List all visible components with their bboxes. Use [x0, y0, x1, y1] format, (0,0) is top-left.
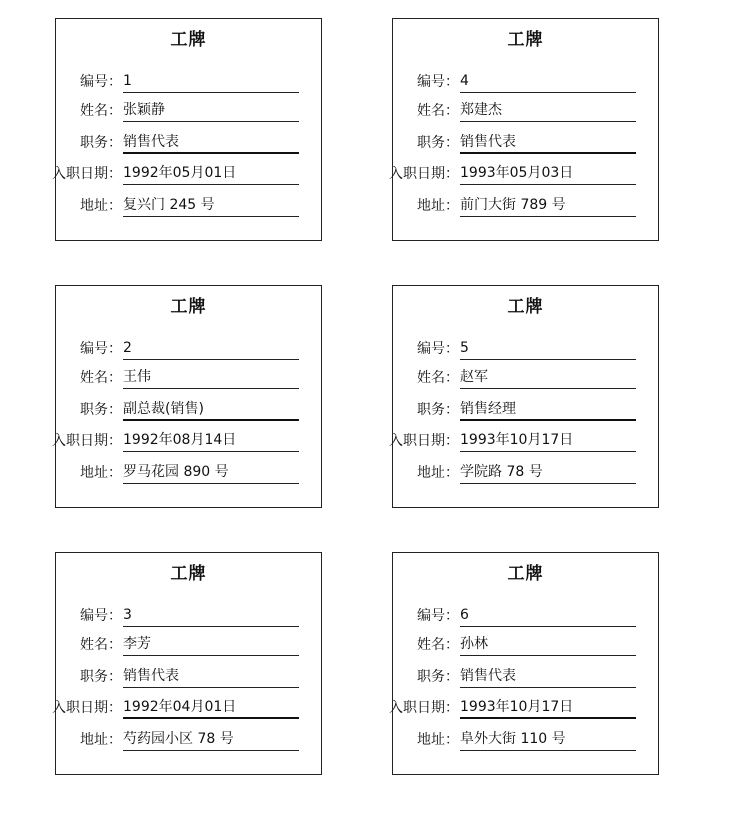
badge-card — [52, 285, 322, 508]
field-value-address: 前门大街 789 号 — [460, 196, 636, 217]
field-value-hire-date: 1992年05月01日 — [123, 164, 299, 185]
field-value-hire-date: 1993年05月03日 — [460, 164, 636, 185]
field-label-position: 职务： — [80, 402, 122, 418]
field-row-position — [56, 132, 323, 154]
badge-card — [52, 552, 322, 775]
field-value-name: 王伟 — [123, 368, 299, 389]
field-label-name: 姓名： — [80, 103, 122, 119]
field-value-name: 郑建杰 — [460, 101, 636, 122]
field-row-id — [56, 71, 323, 93]
field-row-hire-date — [52, 697, 323, 719]
field-value-hire-date: 1992年08月14日 — [123, 431, 299, 452]
field-label-address: 地址： — [417, 465, 459, 481]
field-label-address: 地址： — [417, 732, 459, 748]
field-row-address — [56, 195, 323, 217]
field-label-position: 职务： — [80, 669, 122, 685]
field-value-id: 5 — [460, 339, 636, 360]
field-row-address — [56, 729, 323, 751]
field-value-address: 阜外大街 110 号 — [460, 730, 636, 751]
field-label-hire-date: 入职日期： — [389, 433, 459, 449]
field-row-hire-date — [389, 163, 660, 185]
field-label-id: 编号： — [80, 74, 122, 90]
field-value-address: 罗马花园 890 号 — [123, 463, 299, 484]
badge-title: 工牌 — [170, 297, 207, 317]
field-label-hire-date: 入职日期： — [52, 166, 122, 182]
field-row-id — [393, 71, 660, 93]
field-label-address: 地址： — [417, 198, 459, 214]
field-value-name: 孙林 — [460, 635, 636, 656]
field-row-id — [56, 605, 323, 627]
field-row-name — [393, 100, 660, 122]
field-label-hire-date: 入职日期： — [389, 700, 459, 716]
field-row-name — [393, 367, 660, 389]
field-value-name: 李芳 — [123, 635, 299, 656]
field-label-name: 姓名： — [417, 103, 459, 119]
field-value-id: 4 — [460, 72, 636, 93]
field-row-hire-date — [52, 430, 323, 452]
field-row-address — [56, 462, 323, 484]
field-value-position: 副总裁(销售) — [123, 400, 299, 421]
field-row-address — [393, 462, 660, 484]
field-label-id: 编号： — [80, 608, 122, 624]
field-label-id: 编号： — [80, 341, 122, 357]
field-value-hire-date: 1993年10月17日 — [460, 698, 636, 719]
badge-title: 工牌 — [507, 30, 544, 50]
badge-card — [52, 18, 322, 241]
field-value-position: 销售代表 — [460, 667, 636, 688]
field-value-position: 销售代表 — [123, 667, 299, 688]
field-value-address: 学院路 78 号 — [460, 463, 636, 484]
field-label-id: 编号： — [417, 341, 459, 357]
badge-title: 工牌 — [170, 564, 207, 584]
field-value-address: 复兴门 245 号 — [123, 196, 299, 217]
field-value-hire-date: 1993年10月17日 — [460, 431, 636, 452]
field-value-hire-date: 1992年04月01日 — [123, 698, 299, 719]
badge-title: 工牌 — [170, 30, 207, 50]
field-value-id: 3 — [123, 606, 299, 627]
field-value-name: 张颖静 — [123, 101, 299, 122]
badge-title: 工牌 — [507, 297, 544, 317]
field-label-name: 姓名： — [80, 637, 122, 653]
field-row-position — [56, 399, 323, 421]
field-label-hire-date: 入职日期： — [52, 700, 122, 716]
field-row-id — [56, 338, 323, 360]
field-label-address: 地址： — [80, 465, 122, 481]
field-label-name: 姓名： — [417, 637, 459, 653]
field-row-name — [56, 100, 323, 122]
field-row-position — [393, 399, 660, 421]
field-value-id: 2 — [123, 339, 299, 360]
field-row-id — [393, 605, 660, 627]
field-row-name — [56, 634, 323, 656]
badge-card — [389, 18, 659, 241]
field-label-address: 地址： — [80, 732, 122, 748]
field-row-position — [56, 666, 323, 688]
field-label-hire-date: 入职日期： — [389, 166, 459, 182]
badge-title: 工牌 — [507, 564, 544, 584]
field-row-position — [393, 132, 660, 154]
field-row-hire-date — [52, 163, 323, 185]
field-label-name: 姓名： — [80, 370, 122, 386]
field-label-name: 姓名： — [417, 370, 459, 386]
field-value-name: 赵军 — [460, 368, 636, 389]
field-value-position: 销售代表 — [460, 133, 636, 154]
field-label-id: 编号： — [417, 74, 459, 90]
field-row-hire-date — [389, 430, 660, 452]
field-value-position: 销售经理 — [460, 400, 636, 421]
field-label-position: 职务： — [80, 135, 122, 151]
field-value-id: 6 — [460, 606, 636, 627]
field-label-hire-date: 入职日期： — [52, 433, 122, 449]
field-row-address — [393, 729, 660, 751]
field-row-address — [393, 195, 660, 217]
field-label-position: 职务： — [417, 402, 459, 418]
field-label-id: 编号： — [417, 608, 459, 624]
field-row-position — [393, 666, 660, 688]
badge-card — [389, 552, 659, 775]
field-value-id: 1 — [123, 72, 299, 93]
field-value-position: 销售代表 — [123, 133, 299, 154]
field-row-name — [393, 634, 660, 656]
badge-card — [389, 285, 659, 508]
field-row-id — [393, 338, 660, 360]
field-row-name — [56, 367, 323, 389]
field-label-position: 职务： — [417, 669, 459, 685]
field-row-hire-date — [389, 697, 660, 719]
field-label-position: 职务： — [417, 135, 459, 151]
field-label-address: 地址： — [80, 198, 122, 214]
field-value-address: 芍药园小区 78 号 — [123, 730, 299, 751]
